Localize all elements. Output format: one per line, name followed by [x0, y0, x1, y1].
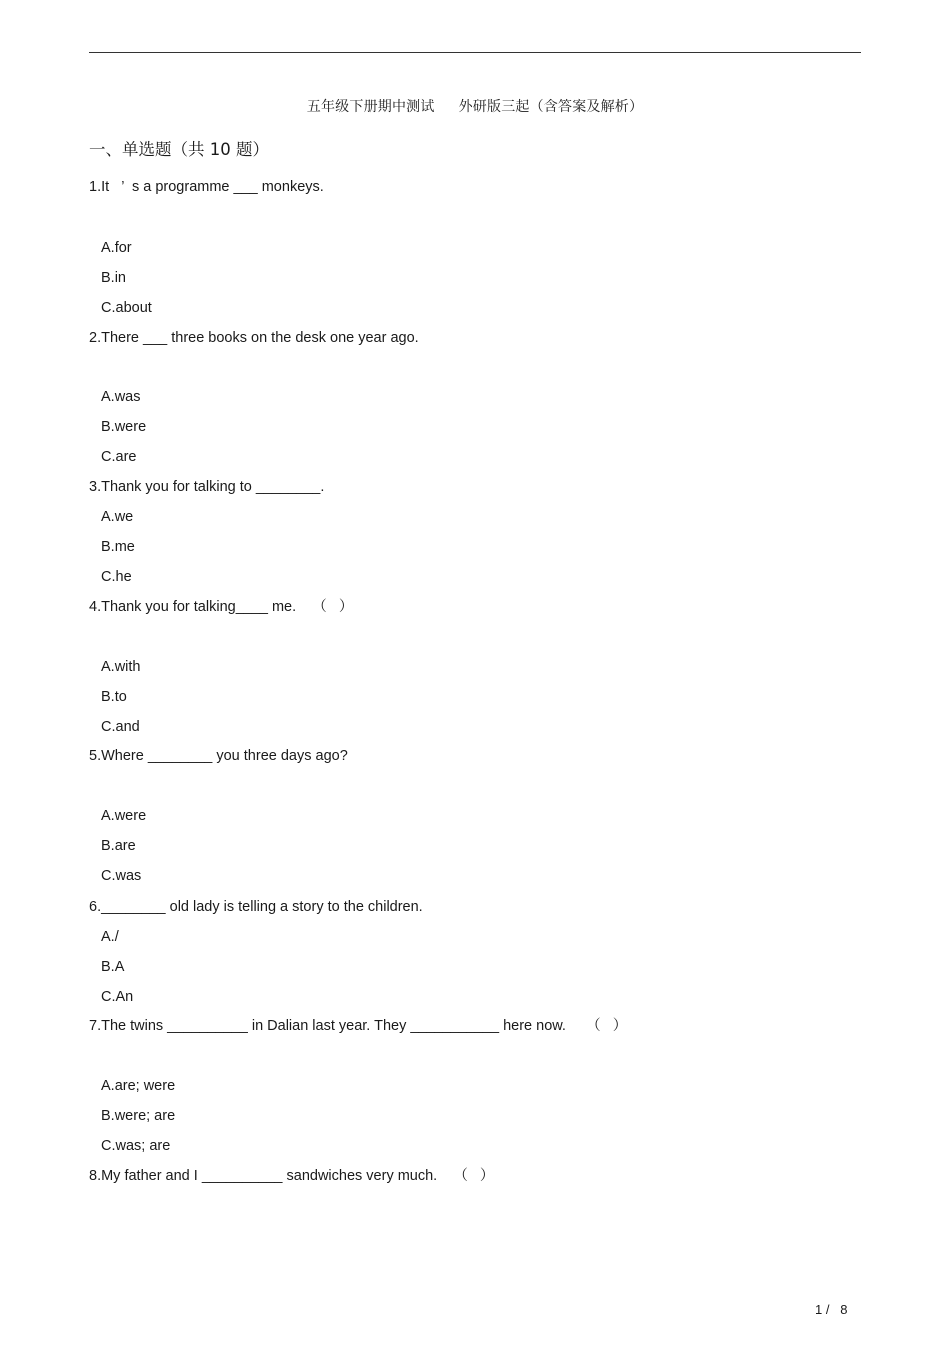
question-7: 7.The twins __________ in Dalian last year. They ___________ here now. （ ） [89, 1018, 628, 1034]
question-3-option-a: A.we [101, 509, 134, 525]
question-2-option-b: B.were [101, 419, 147, 435]
question-7-option-b: B.were; are [101, 1108, 176, 1124]
section-heading: 一、单选题（共 10 题） [89, 140, 269, 159]
title-part1: 五年级下册期中测试 [306, 99, 435, 115]
question-6: 6.________ old lady is telling a story to the children. [89, 899, 423, 915]
question-1-option-c: C.about [101, 300, 152, 316]
question-4: 4.Thank you for talking____ me. （ ） [89, 599, 354, 615]
header-rule [89, 52, 861, 53]
question-1-option-a: A.for [101, 240, 132, 256]
question-2-option-c: C.are [101, 449, 137, 465]
question-2-option-a: A.was [101, 389, 141, 405]
question-4-option-c: C.and [101, 719, 140, 735]
question-3-option-b: B.me [101, 539, 135, 555]
question-6-option-b: B.A [101, 959, 125, 975]
question-6-option-a: A./ [101, 929, 119, 945]
question-4-option-b: B.to [101, 689, 127, 705]
question-2: 2.There ___ three books on the desk one year ago. [89, 330, 419, 346]
question-1: 1.It ’ s a programme ___ monkeys. [89, 179, 324, 195]
question-5-option-a: A.were [101, 808, 147, 824]
question-3: 3.Thank you for talking to ________. [89, 479, 325, 495]
question-6-option-c: C.An [101, 989, 134, 1005]
question-7-option-a: A.are; were [101, 1078, 176, 1094]
question-4-option-a: A.with [101, 659, 141, 675]
question-1-option-b: B.in [101, 270, 126, 286]
question-5-option-c: C.was [101, 868, 142, 884]
title-part2: 外研版三起（含答案及解析） [458, 99, 644, 115]
question-5-option-b: B.are [101, 838, 136, 854]
document-title [0, 96, 950, 116]
page-number: 1 / 8 [815, 1302, 848, 1317]
question-3-option-c: C.he [101, 569, 132, 585]
question-8: 8.My father and I __________ sandwiches very much. （ ） [89, 1168, 495, 1184]
question-7-option-c: C.was; are [101, 1138, 171, 1154]
question-5: 5.Where ________ you three days ago? [89, 748, 348, 764]
